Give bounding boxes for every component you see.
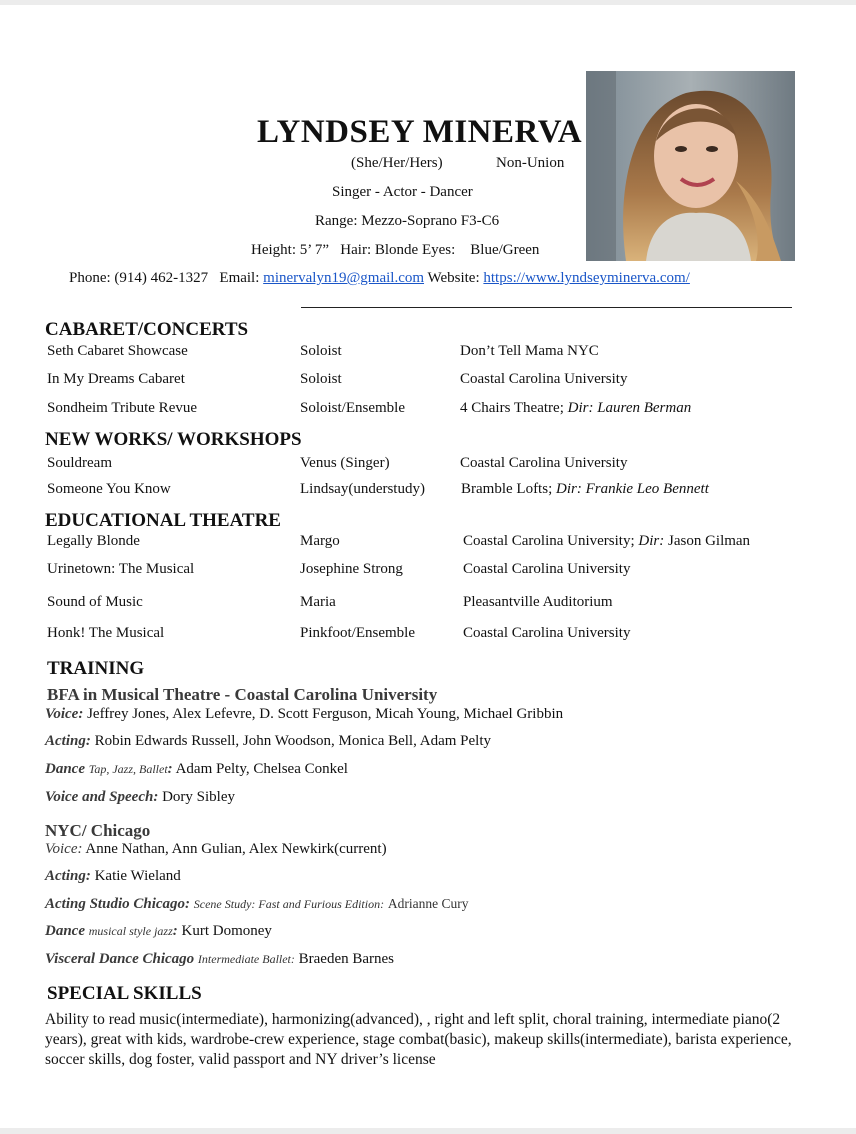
credit-venue: Coastal Carolina University <box>460 371 628 387</box>
email-link[interactable]: minervalyn19@gmail.com <box>263 270 425 286</box>
training-teachers: Kurt Domoney <box>181 923 272 939</box>
training-line <box>45 896 468 913</box>
training-label: Voice and Speech: <box>45 789 159 805</box>
training-teachers: Anne Nathan, Ann Gulian, Alex Newkirk(current) <box>85 841 387 857</box>
credit-venue: Coastal Carolina University; <box>463 533 635 549</box>
skills-text: Ability to read music(intermediate), harmonizing(advanced), , right and left split, choral training, intermediate piano(2 years), great with kids, wardrobe-crew experience, stage combat(basic), makeup skills(intermediate), barista experience, soccer skills, dog foster, valid passport and NY driver’s license <box>45 1011 792 1068</box>
training-teachers: Jeffrey Jones, Alex Lefevre, D. Scott Ferguson, Micah Young, Michael Gribbin <box>87 706 564 722</box>
credit-venue-line <box>463 533 750 550</box>
stats-line <box>251 242 539 259</box>
credit-role: Maria <box>300 594 336 610</box>
credit-venue-line <box>461 481 709 498</box>
credit-venue: Coastal Carolina University <box>463 625 631 641</box>
training-teachers: Katie Wieland <box>94 868 181 884</box>
credit-venue: Bramble Lofts; <box>461 481 553 497</box>
eyes-value: Blue/Green <box>470 242 540 258</box>
credit-show: Urinetown: The Musical <box>47 561 195 577</box>
section-title-new-works: NEW WORKS/ WORKSHOPS <box>45 429 302 450</box>
credit-venue: Coastal Carolina University <box>463 561 631 577</box>
credit-role: Pinkfoot/Ensemble <box>300 625 415 641</box>
credit-venue: Don’t Tell Mama NYC <box>460 343 599 359</box>
training-line <box>45 761 348 778</box>
hair: Hair: Blonde <box>340 242 419 258</box>
credit-show: Seth Cabaret Showcase <box>47 343 188 359</box>
website-link[interactable]: https://www.lyndseyminerva.com/ <box>483 270 690 286</box>
training-note: Tap, Jazz, Ballet <box>88 762 168 776</box>
training-label: Voice: <box>45 841 83 857</box>
training-teachers: Robin Edwards Russell, John Woodson, Monica Bell, Adam Pelty <box>94 733 492 749</box>
training-teachers: Braeden Barnes <box>298 951 395 967</box>
headshot-illustration <box>586 71 795 261</box>
credit-venue: 4 Chairs Theatre; <box>460 400 564 416</box>
credit-venue: Pleasantville Auditorium <box>463 594 613 610</box>
training-colon: : <box>167 761 173 777</box>
credit-director: Dir: Lauren Berman <box>567 400 692 416</box>
training-colon: : <box>172 923 178 939</box>
credit-show: In My Dreams Cabaret <box>47 371 185 387</box>
credit-show: Someone You Know <box>47 481 171 497</box>
section-title-cabaret: CABARET/CONCERTS <box>45 319 249 340</box>
credit-role: Soloist <box>300 371 342 387</box>
credit-venue: Coastal Carolina University <box>460 455 628 471</box>
training-note: Scene Study: Fast and Furious Edition: <box>193 897 385 911</box>
training-label: Dance <box>45 923 85 939</box>
credit-role: Soloist <box>300 343 342 359</box>
union-status: Non-Union <box>496 155 565 171</box>
credit-director-label: Dir: <box>638 533 665 549</box>
training-label: Dance <box>45 761 85 777</box>
training-note: Intermediate Ballet: <box>197 952 295 966</box>
training-line <box>45 706 563 723</box>
training-nyc-title: NYC/ Chicago <box>45 821 151 840</box>
phone: Phone: (914) 462-1327 <box>69 270 209 286</box>
training-note: musical style jazz <box>88 924 173 938</box>
training-label: Acting: <box>45 868 91 884</box>
training-line <box>45 789 235 806</box>
credit-role: Soloist/Ensemble <box>300 400 405 416</box>
training-line <box>45 733 491 750</box>
vocal-range: Range: Mezzo-Soprano F3-C6 <box>315 213 500 229</box>
training-label: Voice: <box>45 706 84 722</box>
training-label: Acting: <box>45 733 91 749</box>
training-teachers: Adrianne Cury <box>387 896 469 911</box>
website-label: Website: <box>427 270 480 286</box>
email-label: Email: <box>219 270 260 286</box>
section-title-educational: EDUCATIONAL THEATRE <box>45 510 281 531</box>
credit-show: Sondheim Tribute Revue <box>47 400 198 416</box>
credit-role: Lindsay(understudy) <box>300 481 425 497</box>
headshot-photo <box>586 71 795 261</box>
roles-line: Singer - Actor - Dancer <box>332 184 473 200</box>
eyes-label: Eyes: <box>421 242 456 258</box>
credit-show: Sound of Music <box>47 594 143 610</box>
training-label: Visceral Dance Chicago <box>45 951 195 967</box>
training-label: Acting Studio Chicago: <box>45 896 191 912</box>
section-title-skills: SPECIAL SKILLS <box>47 983 202 1004</box>
height: Height: 5’ 7” <box>251 242 330 258</box>
training-teachers: Dory Sibley <box>162 789 235 805</box>
training-line <box>45 923 272 940</box>
credit-show: Souldream <box>47 455 112 471</box>
credit-show: Legally Blonde <box>47 533 140 549</box>
credit-director: Jason Gilman <box>667 533 751 549</box>
credit-role: Margo <box>300 533 340 549</box>
credit-venue-line <box>460 400 691 417</box>
training-teachers: Adam Pelty, Chelsea Conkel <box>175 761 348 777</box>
header-divider <box>301 307 792 308</box>
resume-page <box>0 5 856 1128</box>
training-bfa-title: BFA in Musical Theatre - Coastal Carolina University <box>47 685 438 704</box>
contact-line <box>69 270 690 287</box>
credit-role: Josephine Strong <box>300 561 403 577</box>
credit-show: Honk! The Musical <box>47 625 165 641</box>
training-line <box>45 841 387 858</box>
training-line <box>45 868 181 885</box>
training-line <box>45 951 394 968</box>
credit-director: Dir: Frankie Leo Bennett <box>555 481 709 497</box>
pronouns: (She/Her/Hers) <box>351 155 443 171</box>
resume-name: LYNDSEY MINERVA <box>257 114 583 150</box>
credit-role: Venus (Singer) <box>300 455 390 471</box>
section-title-training: TRAINING <box>47 658 145 679</box>
